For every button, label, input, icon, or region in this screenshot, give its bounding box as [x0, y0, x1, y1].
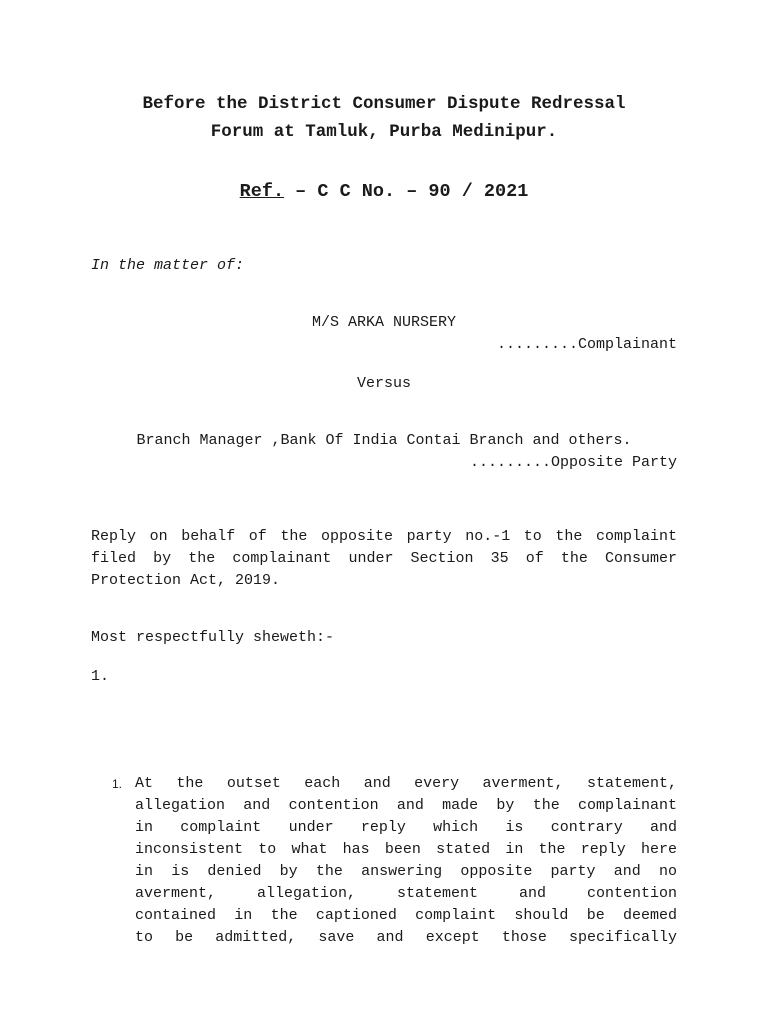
matter-intro: In the matter of:	[91, 257, 245, 274]
list-item-line-3: in complaint under reply which is contrary and	[135, 819, 677, 836]
complainant-role: .........Complainant	[496, 336, 677, 353]
sheweth-line: Most respectfully sheweth:-	[91, 629, 335, 646]
paragraph-number: 1.	[91, 668, 110, 685]
list-item-line-6: averment, allegation, statement and contention	[135, 885, 677, 902]
list-item-line-1: At the outset each and every averment, statement,	[135, 775, 677, 792]
complainant-name: M/S ARKA NURSERY	[311, 314, 457, 331]
list-item-line-7: contained in the captioned complaint should be deemed	[135, 907, 677, 924]
reply-line-1: Reply on behalf of the opposite party no.-1 to the complaint	[91, 528, 677, 545]
title-line-2: Forum at Tamluk, Purba Medinipur.	[210, 122, 558, 142]
opposite-party-name: Branch Manager ,Bank Of India Contai Branch and others.	[136, 432, 632, 449]
opposite-party-role: .........Opposite Party	[469, 454, 677, 471]
list-item-line-8: to be admitted, save and except those specifically	[135, 929, 677, 946]
list-item-number: 1.	[112, 777, 123, 791]
list-item-line-4: inconsistent to what has been stated in the reply here	[135, 841, 677, 858]
title-line-1: Before the District Consumer Dispute Redressal	[142, 94, 626, 114]
reply-line-3: Protection Act, 2019.	[91, 572, 281, 589]
ref-number: – C C No. – 90 / 2021	[284, 181, 529, 202]
list-item-line-2: allegation and contention and made by the complainant	[135, 797, 677, 814]
list-item-line-5: in is denied by the answering opposite party and no	[135, 863, 677, 880]
versus-label: Versus	[356, 375, 411, 392]
case-reference	[0, 178, 768, 206]
reply-line-2: filed by the complainant under Section 35 of the Consumer	[91, 550, 677, 567]
ref-label: Ref.	[239, 181, 285, 202]
